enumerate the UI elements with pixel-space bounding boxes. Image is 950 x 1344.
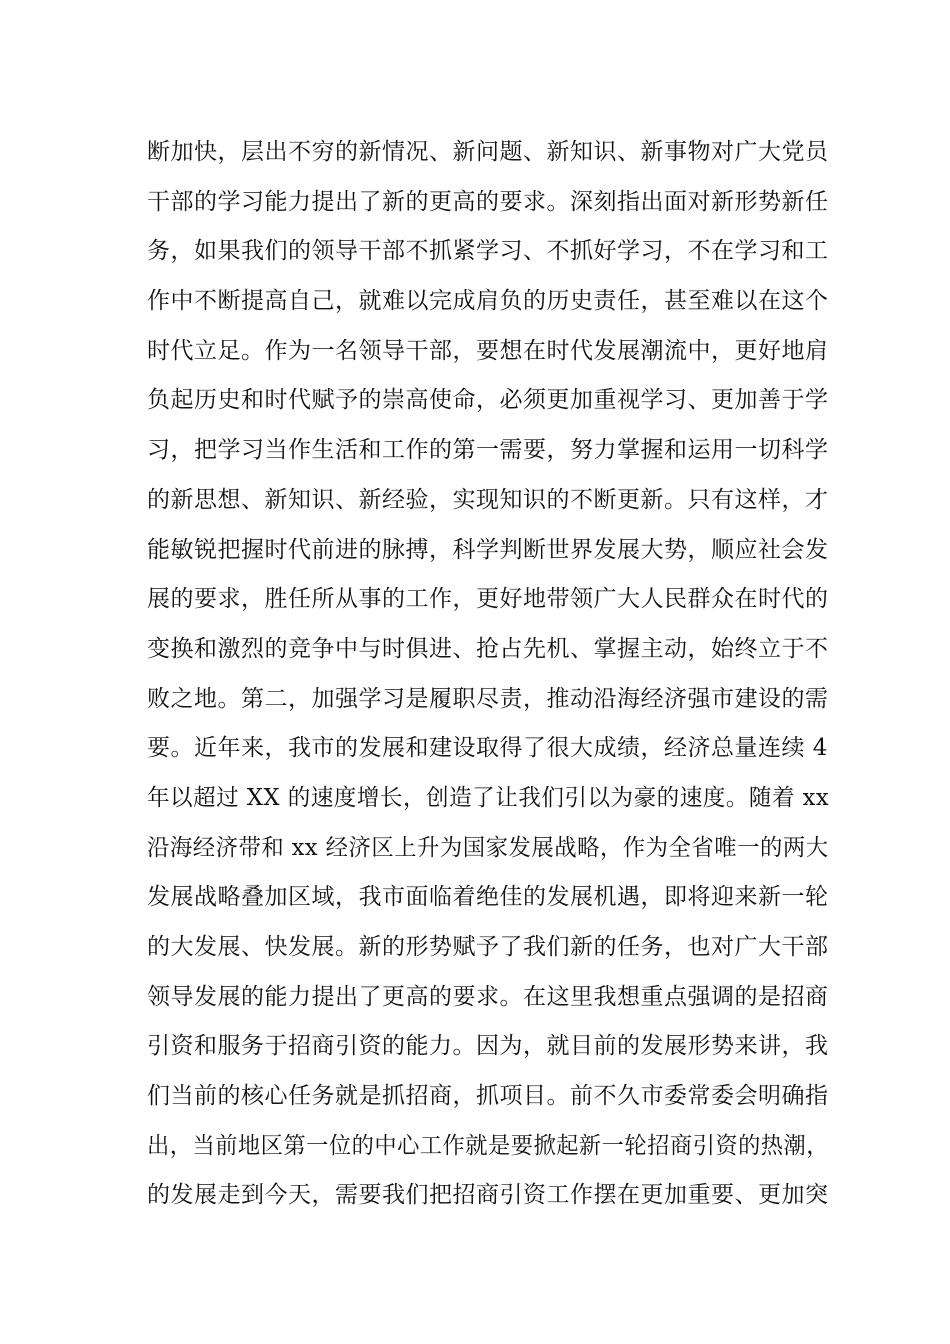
text-line: 们当前的核心任务就是抓招商，抓项目。前不久市委常委会明确指 xyxy=(147,1083,829,1110)
text-line: 断加快，层出不穷的新情况、新问题、新知识、新事物对广大党员 xyxy=(147,139,829,165)
text-line: 出，当前地区第一位的中心工作就是要掀起新一轮招商引资的热潮， xyxy=(147,1132,829,1159)
text-line: 能敏锐把握时代前进的脉搏，科学判断世界发展大势，顺应社会发 xyxy=(147,536,829,563)
text-line: 败之地。第二，加强学习是履职尽责，推动沿海经济强市建设的需 xyxy=(147,685,829,712)
text-line: 展的要求，胜任所从事的工作，更好地带领广大人民群众在时代的 xyxy=(147,586,829,613)
body-text xyxy=(147,128,830,1221)
text-line: 务，如果我们的领导干部不抓紧学习、不抓好学习，不在学习和工 xyxy=(147,238,829,265)
text-line: 负起历史和时代赋予的崇高使命，必须更加重视学习、更加善于学 xyxy=(147,387,829,414)
text-line: 要。近年来，我市的发展和建设取得了很大成绩，经济总量连续 4 xyxy=(147,735,828,762)
text-line: 变换和激烈的竞争中与时俱进、抢占先机、掌握主动，始终立于不 xyxy=(147,635,829,662)
text-line: 发展战略叠加区域，我市面临着绝佳的发展机遇，即将迎来新一轮 xyxy=(147,884,829,911)
text-line: 的发展走到今天，需要我们把招商引资工作摆在更加重要、更加突 xyxy=(147,1182,829,1209)
text-line: 干部的学习能力提出了新的更高的要求。深刻指出面对新形势新任 xyxy=(147,188,829,215)
text-line: 作中不断提高自己，就难以完成肩负的历史责任，甚至难以在这个 xyxy=(147,288,829,315)
text-line: 习，把学习当作生活和工作的第一需要，努力掌握和运用一切科学 xyxy=(147,437,829,464)
text-line: 的大发展、快发展。新的形势赋予了我们新的任务，也对广大干部 xyxy=(147,934,829,960)
text-line: 时代立足。作为一名领导干部，要想在时代发展潮流中，更好地肩 xyxy=(147,337,829,364)
text-line: 领导发展的能力提出了更高的要求。在这里我想重点强调的是招商 xyxy=(147,983,829,1010)
text-line: 引资和服务于招商引资的能力。因为，就目前的发展形势来讲，我 xyxy=(147,1033,829,1060)
text-line: 年以超过 XX 的速度增长，创造了让我们引以为豪的速度。随着 xx xyxy=(147,784,830,811)
text-line: 的新思想、新知识、新经验，实现知识的不断更新。只有这样，才 xyxy=(147,486,829,513)
text-line: 沿海经济带和 xx 经济区上升为国家发展战略，作为全省唯一的两大 xyxy=(147,834,829,861)
